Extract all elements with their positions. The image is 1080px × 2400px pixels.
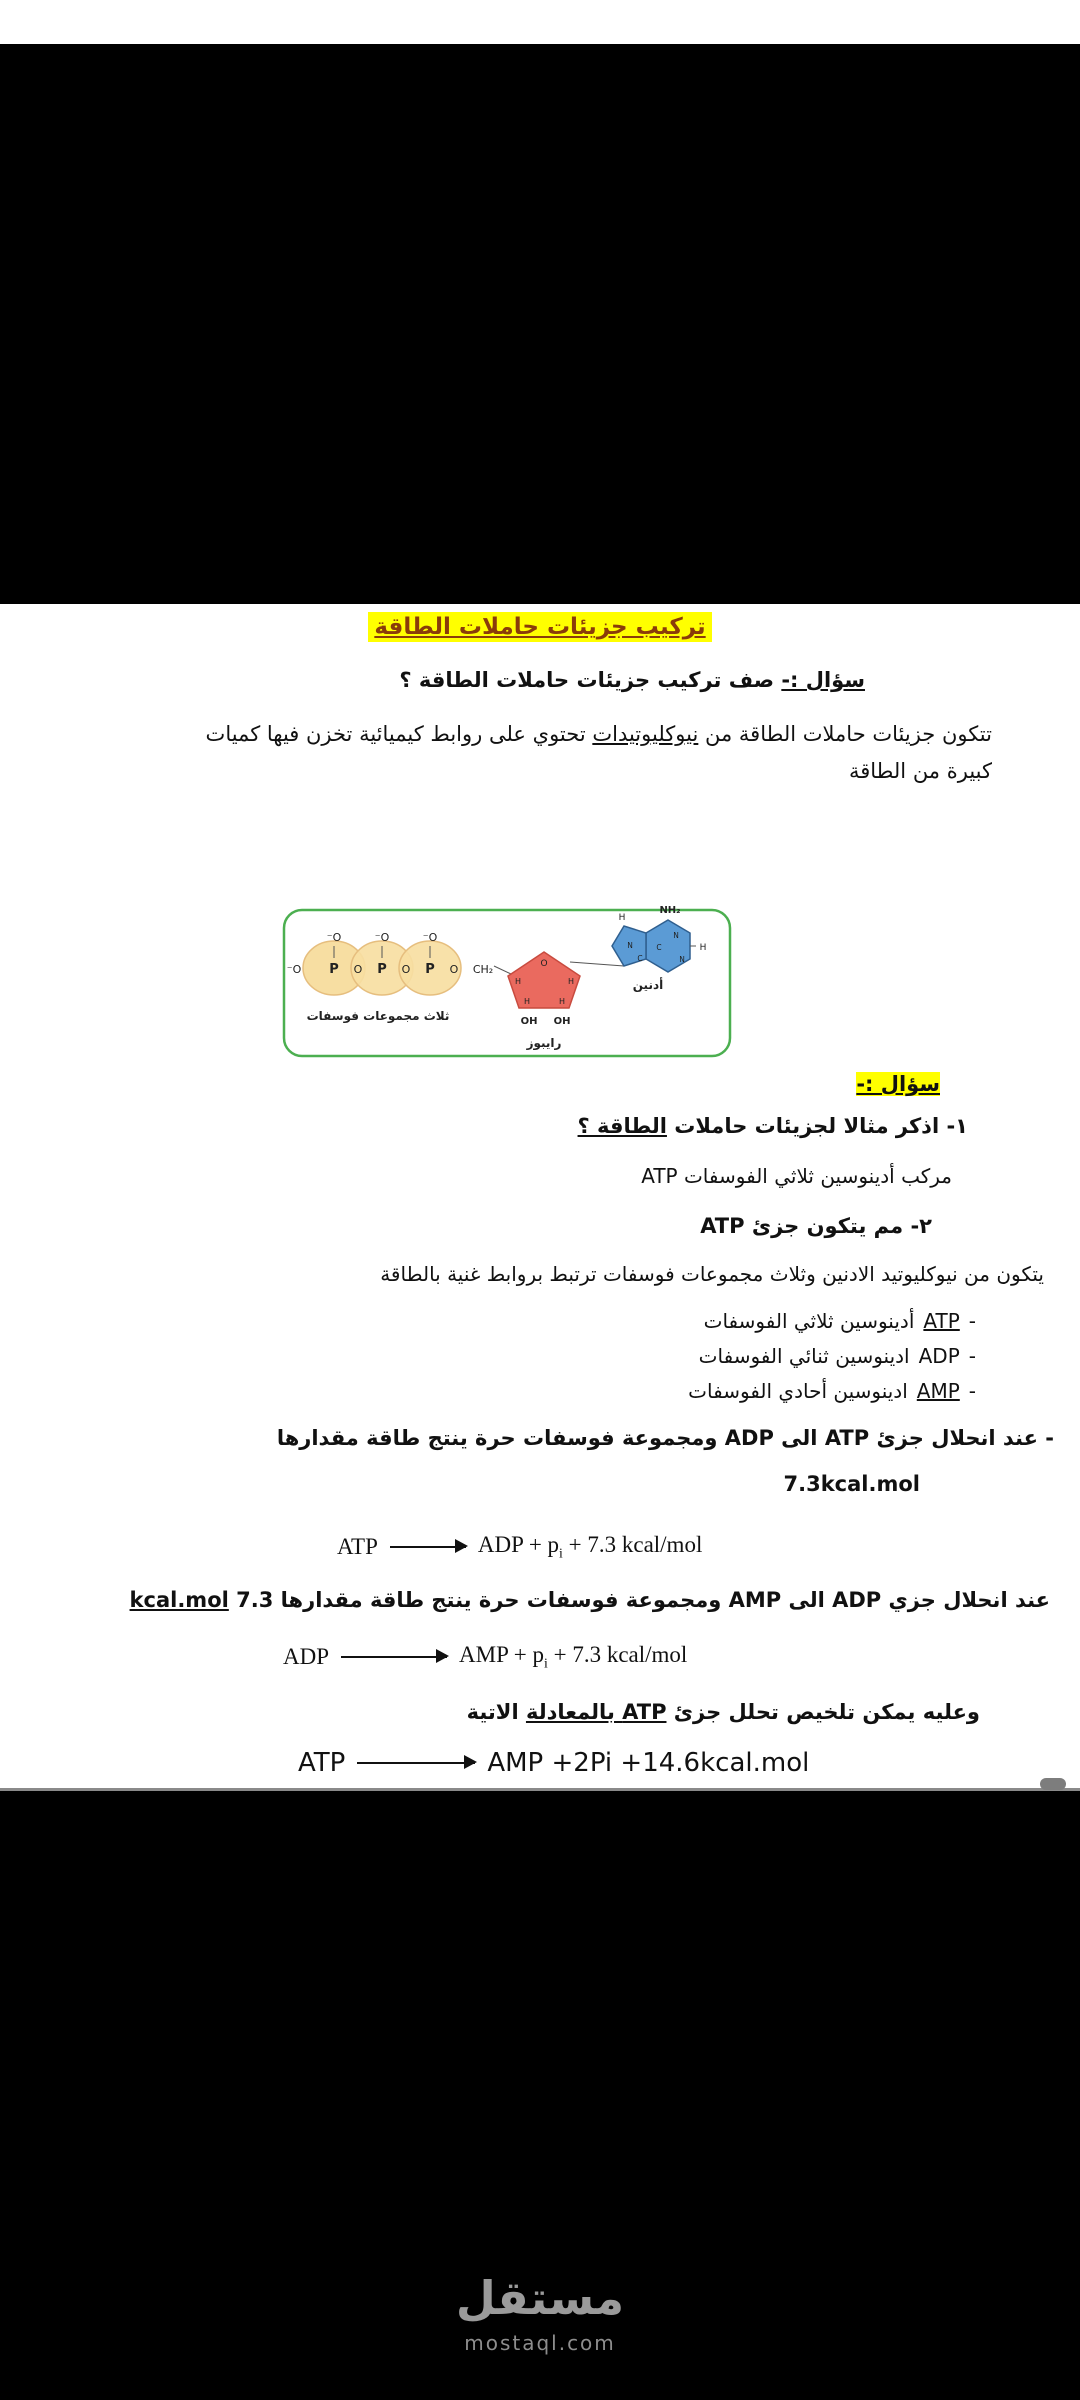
- list-latin-adp: ADP: [918, 1344, 960, 1368]
- o-minus-label: O⁻: [422, 931, 438, 944]
- equation-adp-amp: [283, 1642, 687, 1672]
- mostaql-watermark: [0, 2271, 1080, 2355]
- adp-note-pre: عند انحلال جزي ADP الى AMP ومجموعة فوسفات حرة ينتج طاقة مقدارها 7.3: [228, 1588, 1050, 1612]
- atp-diagram-svg: [278, 900, 736, 1064]
- question-heading: [399, 668, 865, 692]
- equation-subscript: i: [544, 1655, 548, 1671]
- list-item: [679, 1304, 976, 1339]
- nucleotide-list: [679, 1304, 976, 1409]
- p-label: P: [377, 962, 387, 977]
- equation-atp-adp: [337, 1532, 702, 1562]
- h-label: H: [699, 943, 707, 953]
- ch2-label: CH₂: [472, 963, 494, 976]
- equation-lhs: ATP: [337, 1533, 378, 1559]
- list-item: [679, 1374, 976, 1409]
- h-label: H: [523, 997, 531, 1006]
- nh2-label: NH₂: [659, 905, 681, 916]
- o-label: O: [353, 963, 363, 976]
- summary-line: [467, 1700, 980, 1724]
- mostaql-logo: مستقل: [455, 2271, 625, 2325]
- atp-molecule-figure: [278, 900, 736, 1064]
- summary-pre: وعليه يمكن تلخيص تحلل جزئ: [666, 1700, 980, 1724]
- intro-line-1: [80, 716, 992, 753]
- equation-lhs: ATP: [298, 1748, 346, 1778]
- n-label: N: [627, 941, 633, 950]
- list-latin-atp: ATP: [923, 1309, 960, 1333]
- item-1-answer: مركب أدينوسين ثلاثي الفوسفات ATP: [641, 1164, 952, 1188]
- equation-atp-amp-total: [298, 1748, 809, 1778]
- list-item: [679, 1339, 976, 1374]
- o-label: O: [449, 963, 459, 976]
- scrollbar-thumb[interactable]: [1040, 1778, 1066, 1790]
- oh-label: OH: [520, 1016, 538, 1027]
- equation-rhs-a: AMP + p: [459, 1642, 544, 1667]
- summary-underlined: ATP بالمعادلة: [525, 1700, 667, 1724]
- h-label: H: [618, 913, 626, 923]
- equation-lhs: ADP: [283, 1643, 330, 1669]
- document-page: [0, 604, 1080, 1790]
- list-latin-amp: AMP: [916, 1379, 960, 1403]
- o-minus-label: O⁻: [286, 963, 302, 976]
- n-label: N: [673, 931, 679, 940]
- equation-rhs: [478, 1532, 702, 1562]
- mostaql-url: mostaql.com: [464, 2331, 616, 2355]
- o-label: O: [401, 963, 411, 976]
- equation-subscript: i: [559, 1545, 563, 1561]
- list-dash: -: [968, 1309, 976, 1333]
- adenine-caption: أدنين: [632, 978, 664, 992]
- numbered-item-1: [578, 1114, 968, 1138]
- o-minus-label: O⁻: [326, 931, 342, 944]
- equation-rhs: [459, 1642, 687, 1672]
- numbered-item-2: ٢- مم يتكون جزئ ATP: [700, 1214, 932, 1238]
- o-minus-label: O⁻: [374, 931, 390, 944]
- atp-energy-value: 7.3kcal.mol: [783, 1472, 920, 1496]
- h-label: H: [558, 997, 566, 1006]
- intro-line1-pre: تتكون جزيئات حاملات الطاقة من: [698, 722, 992, 746]
- phosphate-caption: ثلاث مجموعات فوسفات: [306, 1009, 450, 1023]
- page-title: [0, 614, 1080, 640]
- reaction-arrow: [390, 1546, 466, 1548]
- equation-rhs-a: ADP + p: [477, 1532, 560, 1557]
- equation-rhs-b: + 7.3 kcal/mol: [547, 1642, 688, 1667]
- question-label-2: [856, 1072, 940, 1096]
- list-dash: -: [968, 1344, 976, 1368]
- equation-rhs-b: + 7.3 kcal/mol: [562, 1532, 703, 1557]
- ribose-caption: رايبوز: [526, 1036, 562, 1050]
- intro-line1-post: تحتوي على روابط كيميائية تخزن فيها كميات: [205, 722, 593, 746]
- page-title-text: تركيب جزيئات حاملات الطاقة: [368, 612, 711, 642]
- p-label: P: [329, 962, 339, 977]
- oh-label: OH: [553, 1016, 571, 1027]
- c-label: C: [656, 943, 662, 952]
- intro-line1-underlined: نيوكليوتيدات: [592, 722, 699, 746]
- numbered-item-1-pre: ١- اذكر مثالا لجزيئات حاملات: [666, 1114, 968, 1138]
- p-label: P: [425, 962, 435, 977]
- atp-hydrolysis-note: - عند انحلال جزئ ATP الى ADP ومجموعة فوسفات حرة ينتج طاقة مقدارها: [276, 1426, 1054, 1450]
- reaction-arrow: [357, 1762, 475, 1764]
- list-text: أدينوسين ثلاثي الفوسفات: [703, 1309, 915, 1333]
- h-label: H: [514, 977, 522, 986]
- n-label: N: [679, 955, 685, 964]
- reaction-arrow: [341, 1656, 447, 1658]
- intro-line-2: كبيرة من الطاقة: [848, 759, 992, 783]
- list-dash: -: [968, 1379, 976, 1403]
- adp-hydrolysis-note: [130, 1588, 1050, 1612]
- question-heading-label: سؤال :-: [781, 668, 865, 692]
- h-label: H: [567, 977, 575, 986]
- question-label-2-text: سؤال :-: [856, 1072, 940, 1096]
- letterbox-bottom: [0, 1791, 1080, 2400]
- letterbox-top: [0, 44, 1080, 604]
- item-2-answer: يتكون من نيوكليوتيد الادنين وثلاث مجموعات فوسفات ترتبط بروابط غنية بالطاقة: [380, 1262, 1044, 1286]
- c-label: C: [637, 954, 643, 963]
- summary-post: الاتية: [466, 1700, 526, 1724]
- intro-paragraph: [80, 716, 992, 790]
- list-text: ادينوسين ثنائي الفوسفات: [698, 1344, 910, 1368]
- equation-rhs: AMP +2Pi +14.6kcal.mol: [487, 1748, 810, 1778]
- question-heading-text: صف تركيب جزيئات حاملات الطاقة ؟: [399, 668, 775, 692]
- numbered-item-1-underlined: الطاقة ؟: [577, 1114, 667, 1138]
- o-label: O: [540, 959, 548, 969]
- adp-note-underlined: kcal.mol: [129, 1588, 229, 1612]
- list-text: ادينوسين أحادي الفوسفات: [688, 1379, 908, 1403]
